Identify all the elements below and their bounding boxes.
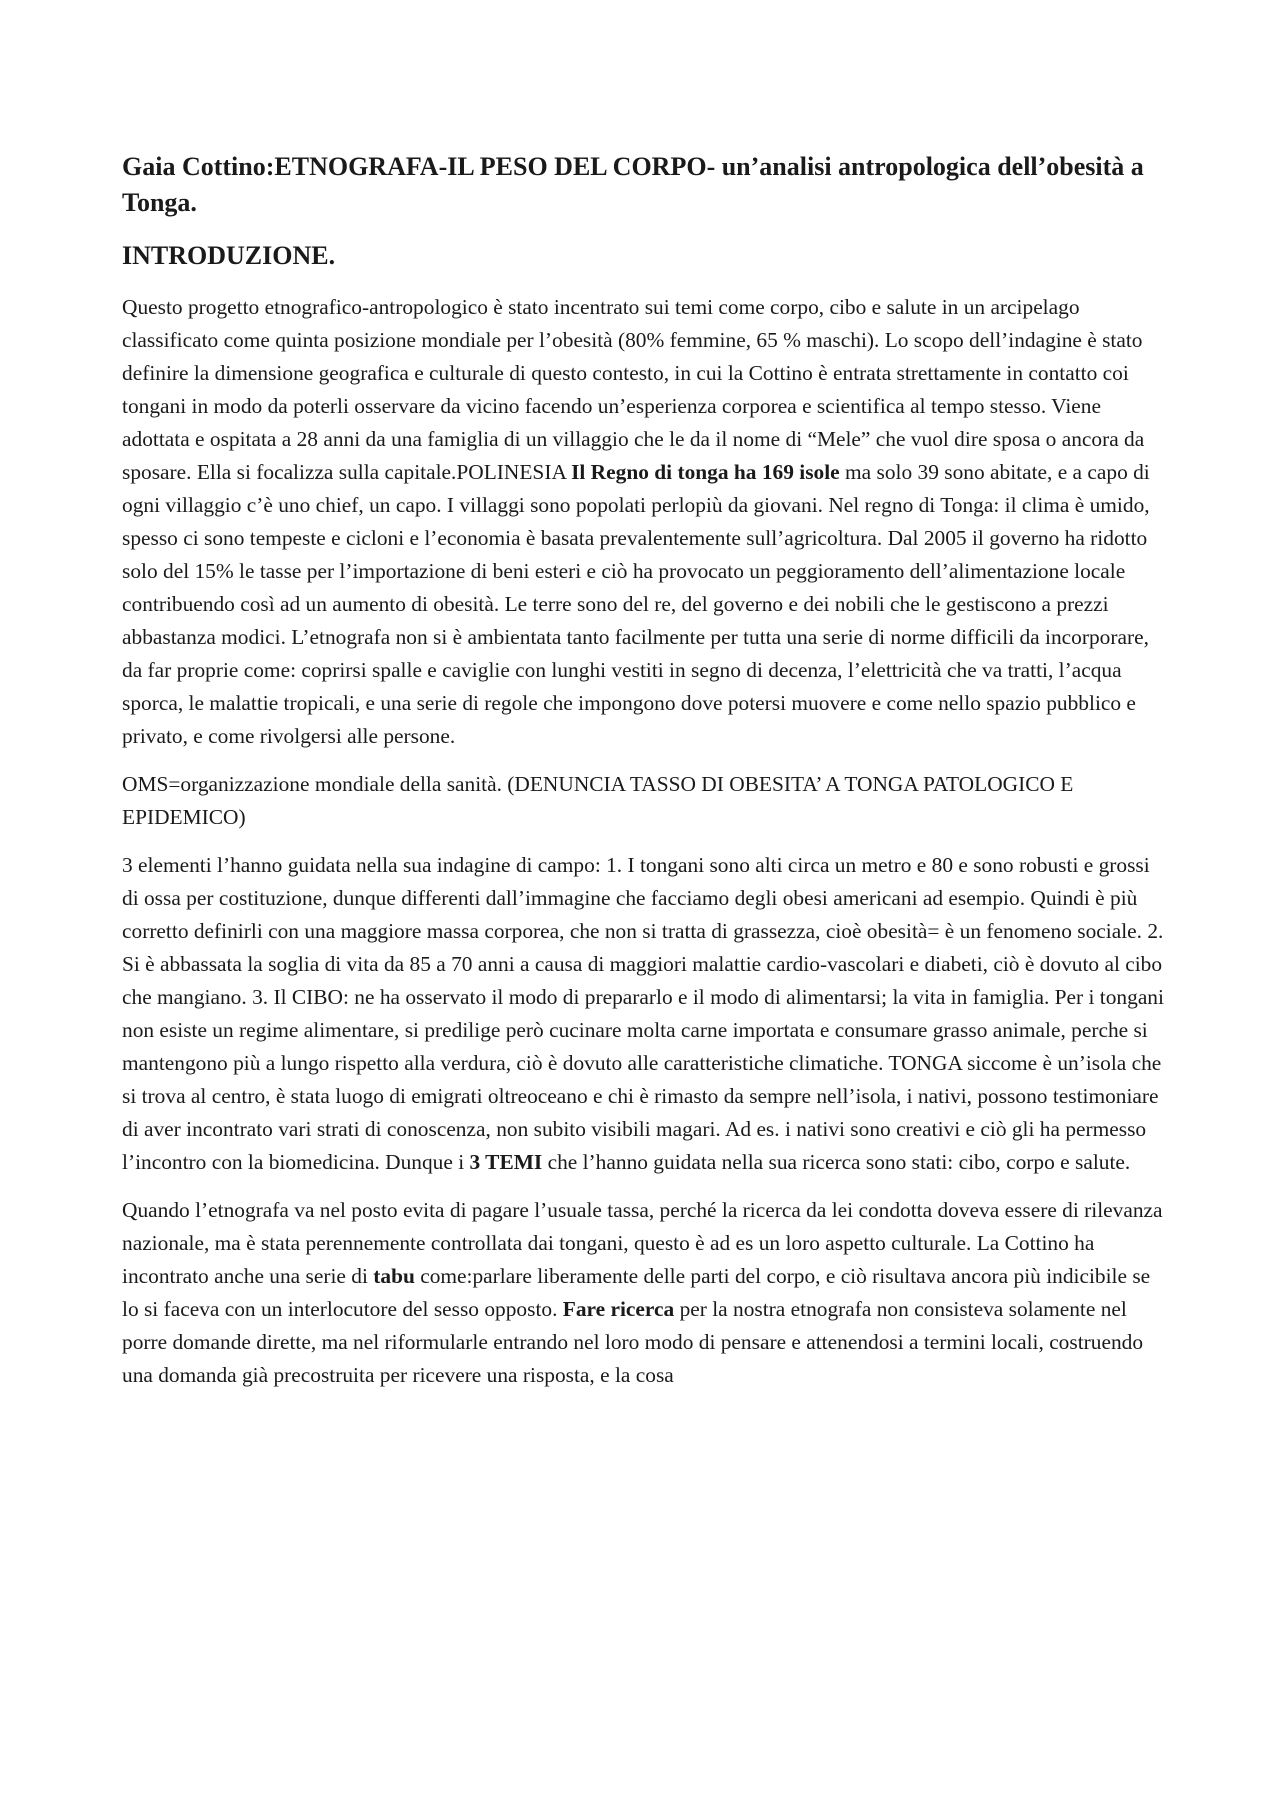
section-heading-introduzione: INTRODUZIONE. bbox=[122, 241, 336, 270]
paragraph-text: che l’hanno guidata nella sua ricerca sono stati: cibo, corpo e salute. bbox=[542, 1150, 1131, 1174]
paragraph-oms: OMS=organizzazione mondiale della sanità. (DENUNCIA TASSO DI OBESITA’ A TONGA PATOLOGICO E EPIDEMICO) bbox=[122, 772, 1074, 829]
document-page bbox=[122, 149, 1168, 1407]
bold-text-regno-tonga: Il Regno di tonga ha 169 isole bbox=[571, 460, 840, 484]
paragraph-text: per la nostra etnografa non consisteva solamente nel porre domande dirette, ma nel riformularle entrando nel loro modo di pensare e attenendosi a termini locali, costruendo una domanda già precostruita per ricevere una risposta, e la cosa bbox=[122, 1297, 1144, 1387]
bold-text-3-temi: 3 TEMI bbox=[469, 1150, 543, 1174]
paragraph-text: Questo progetto etnografico-antropologico è stato incentrato sui temi come corpo, cibo e salute in un arcipelago classificato come quinta posizione mondiale per l’obesità (80% femmine, 65 % maschi). Lo scopo dell’indagine è stato definire la dimensione geografica e culturale di questo contesto, in cui la Cottino è entrata strettamente in contatto coi tongani in modo da poterli osservare da vicino facendo un’esperienza corporea e scientifica al tempo stesso. Viene adottata e ospitata a 28 anni da una famiglia di un villaggio che le da il nome di “Mele” che vuol dire sposa o ancora da sposare. Ella si focalizza sulla capitale.POLINESIA bbox=[122, 295, 1145, 484]
paragraph-ricerca bbox=[122, 1194, 1168, 1392]
paragraph-text: 3 elementi l’hanno guidata nella sua indagine di campo: 1. I tongani sono alti circa un metro e 80 e sono robusti e grossi di ossa per costituzione, dunque differenti dall’immagine che facciamo degli obesi americani ad esempio. Quindi è più corretto definirli con una maggiore massa corporea, che non si tratta di grassezza, cioè obesità= è un fenomeno sociale. 2. Si è abbassata la soglia di vita da 85 a 70 anni a causa di maggiori malattie cardio-vascolari e diabeti, ciò è dovuto al cibo che mangiano. 3. Il CIBO: ne ha osservato il modo di prepararlo e il modo di alimentarsi; la vita in famiglia. Per i tongani non esiste un regime alimentare, si predilige però cucinare molta carne importata e consumare grasso animale, perche si mantengono più a lungo rispetto alla verdura, ciò è dovuto alle caratteristiche climatiche. TONGA siccome è un’isola che si trova al centro, è stata luogo di emigrati oltreoceano e chi è rimasto da sempre nell’isola, i nativi, possono testimoniare di aver incontrato vari strati di conoscenza, non subito visibili magari. Ad es. i nativi sono creativi e ciò gli ha permesso l’incontro con la biomedicina. Dunque i bbox=[122, 853, 1164, 1174]
paragraph-intro bbox=[122, 291, 1168, 753]
paragraph-text: come:parlare liberamente delle parti del corpo, e ciò risultava ancora più indicibile se lo si faceva con un interlocutore del sesso opposto. bbox=[122, 1264, 1151, 1321]
paragraph-text: Quando l’etnografa va nel posto evita di pagare l’usuale tassa, perché la ricerca da lei condotta doveva essere di rilevanza nazionale, ma è stata perennemente controllata dai tongani, questo è ad es un loro aspetto culturale. La Cottino ha incontrato anche una serie di bbox=[122, 1198, 1163, 1288]
document-title: Gaia Cottino:ETNOGRAFA-IL PESO DEL CORPO- un’analisi antropologica dell’obesità a Tonga. bbox=[122, 152, 1144, 217]
bold-text-fare-ricerca: Fare ricerca bbox=[562, 1297, 675, 1321]
paragraph-text: ma solo 39 sono abitate, e a capo di ogni villaggio c’è uno chief, un capo. I villaggi sono popolati perlopiù da giovani. Nel regno di Tonga: il clima è umido, spesso ci sono tempeste e cicloni e l’economia è basata prevalentemente sull’agricoltura. Dal 2005 il governo ha ridotto solo del 15% le tasse per l’importazione di beni esteri e ciò ha provocato un peggioramento dell’alimentazione locale contribuendo così ad un aumento di obesità. Le terre sono del re, del governo e dei nobili che le gestiscono a prezzi abbastanza modici. L’etnografa non si è ambientata tanto facilmente per tutta una serie di norme difficili da incorporare, da far proprie come: coprirsi spalle e caviglie con lunghi vestiti in segno di decenza, l’elettricità che va tratti, l’acqua sporca, le malattie tropicali, e una serie di regole che impongono dove potersi muovere e come nello spazio pubblico e privato, e come rivolgersi alle persone. bbox=[122, 460, 1150, 748]
bold-text-tabu: tabu bbox=[373, 1264, 415, 1288]
paragraph-elementi bbox=[122, 849, 1168, 1179]
